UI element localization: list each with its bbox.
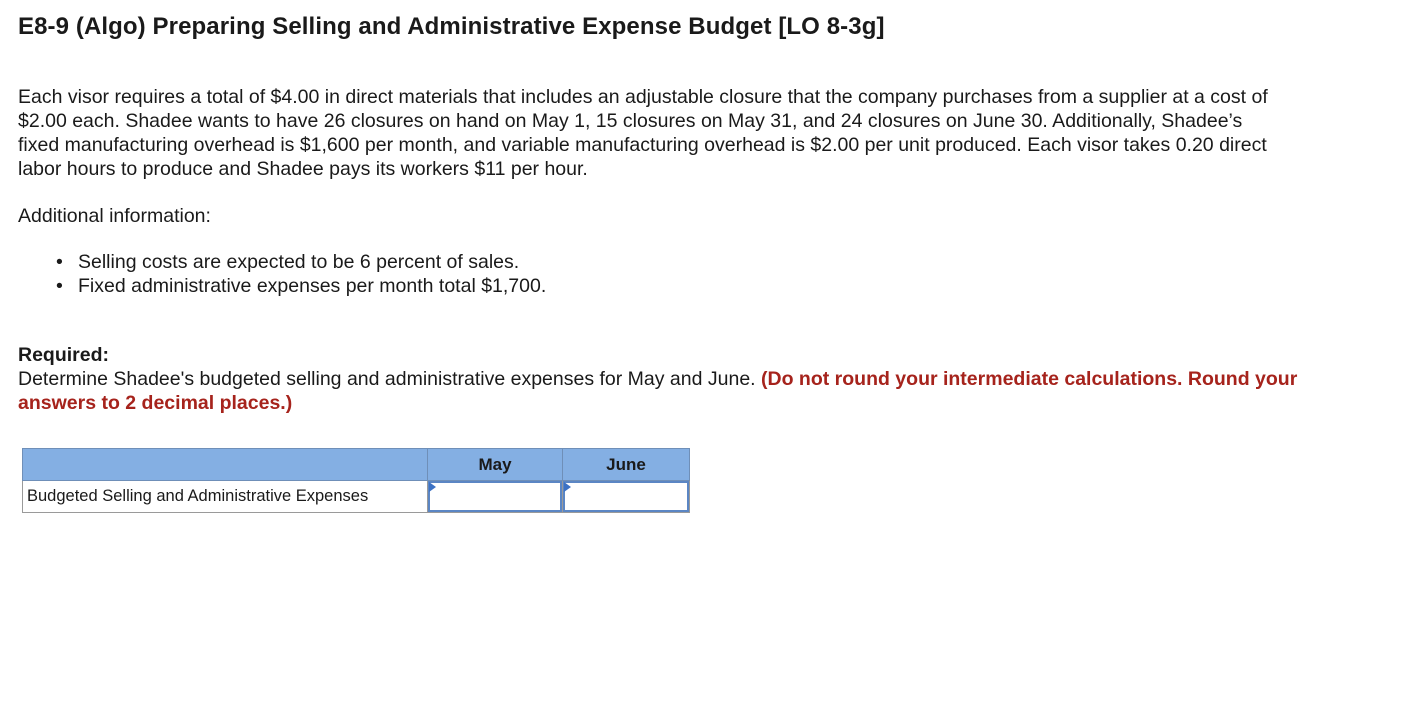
header-blank-cell bbox=[23, 449, 428, 481]
answer-table-header-row bbox=[23, 449, 690, 481]
rounding-note: (Do not round your intermediate calculations. Round your answers to 2 decimal places.) bbox=[18, 368, 1298, 414]
june-input-cell bbox=[563, 481, 690, 513]
required-heading: Required: bbox=[18, 344, 110, 366]
page-title: E8-9 (Algo) Preparing Selling and Administrative Expense Budget [LO 8-3g] bbox=[18, 13, 885, 40]
info-bullet-list bbox=[18, 250, 546, 298]
required-instruction: Determine Shadee's budgeted selling and administrative expenses for May and June. bbox=[18, 368, 756, 390]
table-row bbox=[23, 481, 690, 513]
bullet-item-selling-costs bbox=[18, 250, 546, 274]
may-expense-input[interactable] bbox=[428, 481, 562, 512]
additional-info-label: Additional information: bbox=[18, 205, 211, 227]
bullet-dot-icon: • bbox=[56, 251, 63, 273]
cell-marker-icon bbox=[564, 482, 571, 492]
bullet-text: Selling costs are expected to be 6 percent of sales. bbox=[78, 251, 520, 273]
column-header-may: May bbox=[428, 449, 563, 481]
bullet-item-fixed-admin bbox=[18, 274, 546, 298]
answer-table bbox=[22, 448, 690, 513]
bullet-dot-icon: • bbox=[56, 275, 63, 297]
column-header-june: June bbox=[563, 449, 690, 481]
bullet-text: Fixed administrative expenses per month total $1,700. bbox=[78, 275, 547, 297]
cell-marker-icon bbox=[429, 482, 436, 492]
may-input-cell bbox=[428, 481, 563, 513]
intro-paragraph: Each visor requires a total of $4.00 in direct materials that includes an adjustable closure that the company purchases from a supplier at a cost of $2.00 each. Shadee wants to have 26 closures on hand on May 1, 15 closures on May 31, and 24 closures on June 30. Additionally, Shadee’s fixed manufacturing overhead is $1,600 per month, and variable manufacturing overhead is $2.00 per unit produced. Each visor takes 0.20 direct labor hours to produce and Shadee pays its workers $11 per hour. bbox=[18, 86, 1268, 180]
row-label-budgeted-expenses: Budgeted Selling and Administrative Expenses bbox=[23, 481, 428, 513]
june-expense-input[interactable] bbox=[563, 481, 689, 512]
required-section bbox=[18, 343, 1308, 415]
